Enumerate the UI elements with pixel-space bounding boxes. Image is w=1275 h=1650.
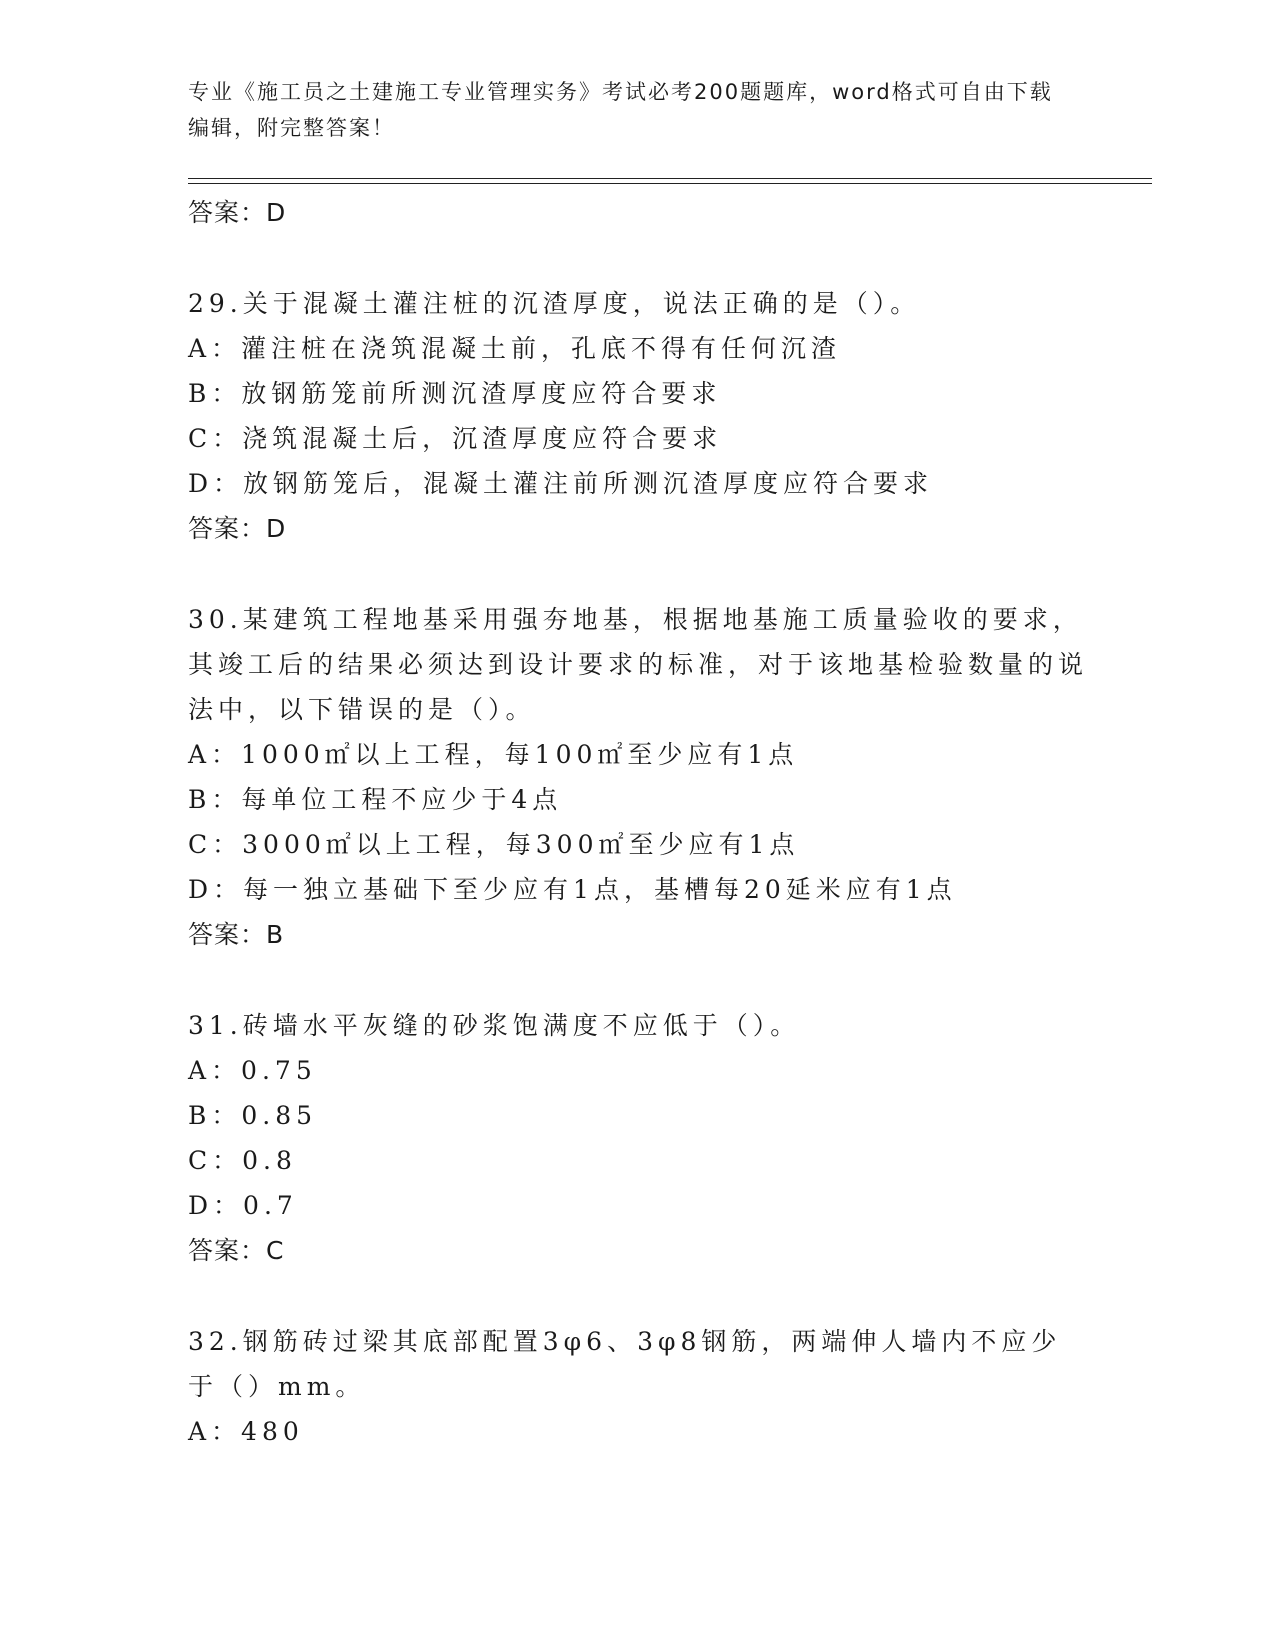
answer-line: 答案：C: [188, 1236, 285, 1265]
question-stem: 32.钢筋砖过梁其底部配置3φ6、3φ8钢筋，两端伸人墙内不应少于（）mm。: [188, 1327, 1062, 1401]
option-a: A：0.75: [188, 1056, 317, 1085]
header-text: 专业《施工员之土建施工专业管理实务》考试必考200题题库，word格式可自由下载编辑，附完整答案！: [188, 80, 1053, 140]
answer-line: 答案：B: [188, 920, 285, 949]
question-list: [188, 190, 1088, 1454]
option-b: B：放钢筋笼前所测沉渣厚度应符合要求: [188, 379, 722, 408]
option-b: B：每单位工程不应少于4点: [188, 785, 563, 814]
question-29: [188, 281, 1088, 551]
page-header: [188, 74, 1068, 146]
option-d: D：放钢筋笼后，混凝土灌注前所测沉渣厚度应符合要求: [188, 469, 934, 498]
option-c: C：3000㎡以上工程，每300㎡至少应有1点: [188, 830, 800, 859]
header-divider-top: [188, 178, 1152, 179]
header-divider-bottom: [188, 183, 1152, 184]
option-c: C：浇筑混凝土后，沉渣厚度应符合要求: [188, 424, 723, 453]
option-a: A：480: [188, 1417, 304, 1446]
option-a: A：灌注桩在浇筑混凝土前，孔底不得有任何沉渣: [188, 334, 842, 363]
option-d: D：每一独立基础下至少应有1点，基槽每20延米应有1点: [188, 875, 957, 904]
option-b: B：0.85: [188, 1101, 318, 1130]
question-stem: 29.关于混凝土灌注桩的沉渣厚度，说法正确的是（）。: [188, 289, 921, 318]
question-stem: 30.某建筑工程地基采用强夯地基，根据地基施工质量验收的要求，其竣工后的结果必须达到设计要求的标准，对于该地基检验数量的说法中，以下错误的是（）。: [188, 605, 1089, 724]
option-c: C：0.8: [188, 1146, 297, 1175]
question-32: [188, 1319, 1088, 1454]
question-31: [188, 1003, 1088, 1273]
answer-line: 答案：D: [188, 198, 287, 227]
question-stem: 31.砖墙水平灰缝的砂浆饱满度不应低于（）。: [188, 1011, 801, 1040]
option-d: D：0.7: [188, 1191, 298, 1220]
option-a: A：1000㎡以上工程，每100㎡至少应有1点: [188, 740, 799, 769]
answer-line: 答案：D: [188, 514, 287, 543]
question-30: [188, 597, 1088, 957]
